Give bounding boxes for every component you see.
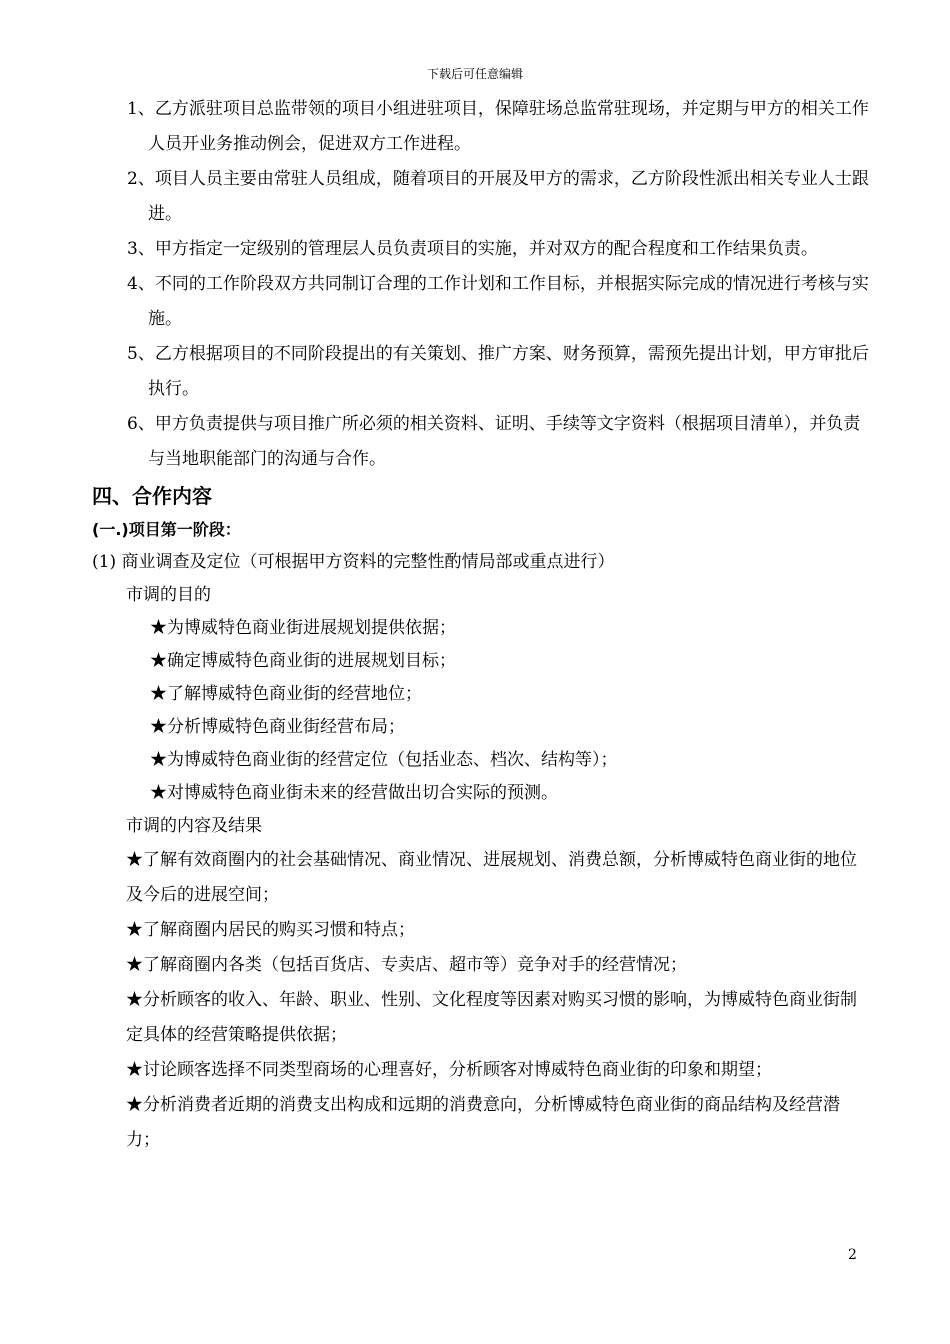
item-number: 4、	[127, 274, 155, 294]
header-note: 下载后可任意编辑	[426, 67, 523, 81]
item-text: 不同的工作阶段双方共同制订合理的工作计划和工作目标，并根据实际完成的情况进行考核与实施。	[148, 274, 869, 329]
content-item: ★了解有效商圈内的社会基础情况、商业情况、进展规划、消费总额，分析博威特色商业街的地位及今后的进展空间；	[126, 850, 857, 905]
content-item: ★讨论顾客选择不同类型商场的心理喜好，分析顾客对博威特色商业街的印象和期望；	[126, 1060, 772, 1080]
content-item: ★了解商圈内各类（包括百货店、专卖店、超市等）竞争对手的经营情况；	[126, 955, 687, 975]
purpose-item: ★分析博威特色商业街经营布局；	[150, 717, 405, 737]
item-number: 1、	[127, 99, 155, 119]
item-1-heading: (1) 商业调查及定位（可根据甲方资料的完整性酌情局部或重点进行）	[92, 552, 615, 572]
item-text: 乙方根据项目的不同阶段提出的有关策划、推广方案、财务预算，需预先提出计划，甲方审批后执行。	[148, 344, 869, 399]
numbered-item-4	[92, 267, 870, 337]
item-text: 甲方指定一定级别的管理层人员负责项目的实施，并对双方的配合程度和工作结果负责。	[154, 239, 818, 259]
section-title: 四、合作内容	[92, 484, 212, 508]
numbered-item-3	[92, 232, 870, 267]
page-number: 2	[848, 1247, 857, 1263]
purpose-item: ★为博威特色商业街进展规划提供依据；	[150, 618, 456, 638]
content-item: ★了解商圈内居民的购买习惯和特点；	[126, 920, 415, 940]
item-number: 6、	[127, 414, 155, 434]
content-item: ★分析顾客的收入、年龄、职业、性别、文化程度等因素对购买习惯的影响，为博威特色商业街制定具体的经营策略提供依据；	[126, 990, 857, 1045]
item-text: 甲方负责提供与项目推广所必须的相关资料、证明、手续等文字资料（根据项目清单），并负责与当地职能部门的沟通与合作。	[148, 414, 861, 469]
purpose-item: ★了解博威特色商业街的经营地位；	[150, 684, 422, 704]
numbered-item-6	[92, 407, 870, 477]
numbered-item-1	[92, 92, 870, 162]
content-item: ★分析消费者近期的消费支出构成和远期的消费意向，分析博威特色商业街的商品结构及经营潜力；	[126, 1095, 840, 1150]
item-text: 项目人员主要由常驻人员组成，随着项目的开展及甲方的需求，乙方阶段性派出相关专业人士跟进。	[148, 169, 869, 224]
item-text: 乙方派驻项目总监带领的项目小组进驻项目，保障驻场总监常驻现场，并定期与甲方的相关工作人员开业务推动例会，促进双方工作进程。	[148, 99, 869, 154]
item-number: 3、	[127, 239, 155, 259]
item-number: 5、	[127, 344, 155, 364]
numbered-item-5	[92, 337, 870, 407]
purpose-item: ★对博威特色商业街未来的经营做出切合实际的预测。	[150, 783, 558, 803]
purpose-item: ★为博威特色商业街的经营定位（包括业态、档次、结构等）；	[150, 750, 618, 770]
purpose-item: ★确定博威特色商业街的进展规划目标；	[150, 651, 456, 671]
sub-title: (一.)项目第一阶段：	[92, 520, 241, 539]
document-body	[92, 92, 870, 1158]
item-number: 2、	[127, 169, 155, 189]
purpose-heading: 市调的目的	[126, 585, 211, 605]
content-heading: 市调的内容及结果	[126, 816, 262, 836]
numbered-item-2	[92, 162, 870, 232]
